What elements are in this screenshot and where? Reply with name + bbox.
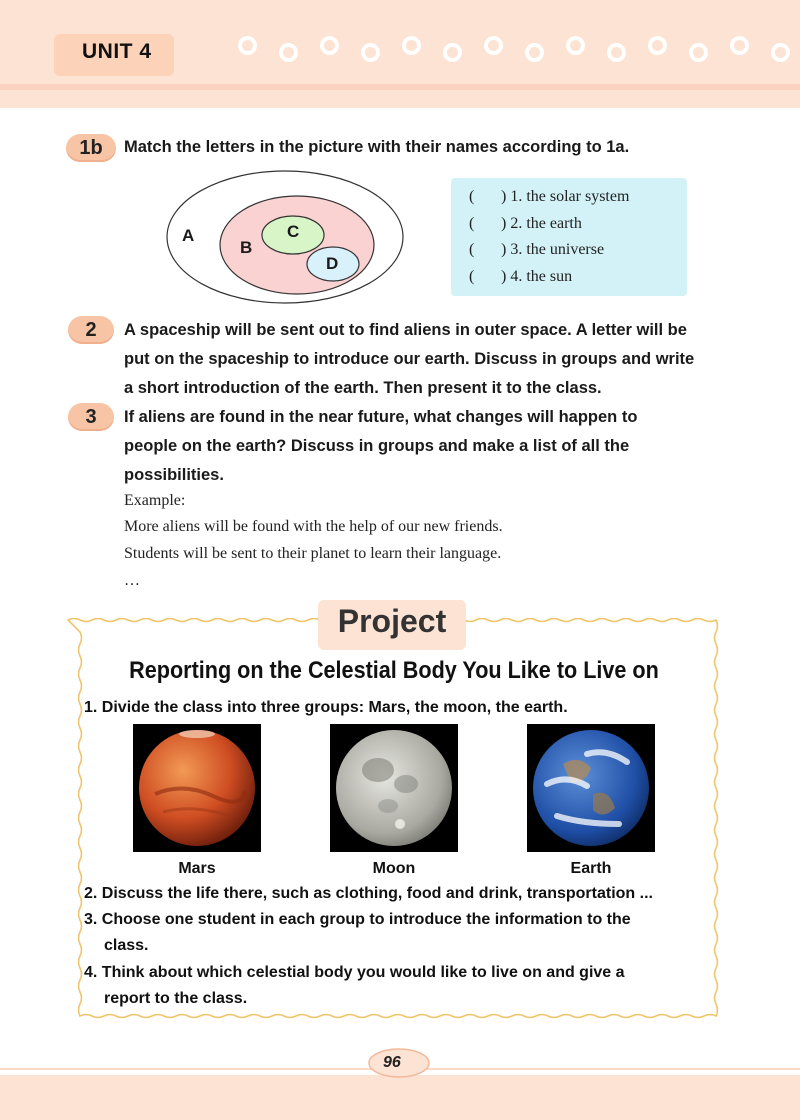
task-number-badge: 2 bbox=[68, 316, 114, 344]
nested-circles-diagram bbox=[160, 165, 410, 310]
ring-ornament bbox=[361, 43, 380, 62]
example-line: Students will be sent to their planet to learn their language. bbox=[124, 545, 502, 562]
task-2-line: A spaceship will be sent out to find aliens in outer space. A letter will be bbox=[124, 321, 687, 339]
option-label: ) 3. the universe bbox=[501, 241, 605, 258]
project-step-2: 2. Discuss the life there, such as clothing, food and drink, transportation ... bbox=[84, 885, 653, 902]
diagram-label-d: D bbox=[326, 254, 339, 273]
ring-ornament bbox=[566, 36, 585, 55]
footer-bar bbox=[0, 1075, 800, 1120]
task-3-line: If aliens are found in the near future, what changes will happen to bbox=[124, 408, 638, 426]
unit-label: UNIT 4 bbox=[82, 40, 152, 63]
project-step-3: 3. Choose one student in each group to introduce the information to the bbox=[84, 911, 631, 928]
task-3-line: possibilities. bbox=[124, 466, 224, 484]
ring-ornament bbox=[771, 43, 790, 62]
diagram-label-c: C bbox=[287, 222, 300, 241]
task-number-badge: 1b bbox=[66, 134, 116, 162]
ring-ornament bbox=[648, 36, 667, 55]
ring-ornament bbox=[443, 43, 462, 62]
example-line: More aliens will be found with the help of our new friends. bbox=[124, 518, 503, 535]
diagram-label-b: B bbox=[240, 238, 253, 257]
ring-ornament bbox=[484, 36, 503, 55]
ring-ornament bbox=[607, 43, 626, 62]
earth-photo bbox=[527, 724, 655, 852]
task-2-line: put on the spaceship to introduce our earth. Discuss in groups and write bbox=[124, 350, 695, 368]
answer-blank[interactable]: ( bbox=[469, 215, 475, 232]
page-number: 96 bbox=[383, 1054, 401, 1071]
answer-options-box bbox=[451, 178, 687, 296]
answer-blank[interactable]: ( bbox=[469, 268, 475, 285]
project-step-4: 4. Think about which celestial body you would like to live on and give a bbox=[84, 964, 625, 981]
moon-photo bbox=[330, 724, 458, 852]
option-label: ) 4. the sun bbox=[501, 268, 573, 285]
project-subtitle: Reporting on the Celestial Body You Like to Live on bbox=[129, 657, 659, 684]
ring-ornament bbox=[402, 36, 421, 55]
mars-photo bbox=[133, 724, 261, 852]
project-step-4-cont: report to the class. bbox=[104, 990, 248, 1007]
answer-blank[interactable]: ( bbox=[469, 241, 475, 258]
project-step-3-cont: class. bbox=[104, 937, 149, 954]
ring-ornament bbox=[279, 43, 298, 62]
ring-ornament bbox=[320, 36, 339, 55]
ring-ornament bbox=[238, 36, 257, 55]
photo-caption: Earth bbox=[570, 860, 612, 877]
ring-ornament bbox=[525, 43, 544, 62]
photo-caption: Moon bbox=[372, 860, 416, 877]
option-label: ) 1. the solar system bbox=[501, 188, 630, 205]
ring-ornament bbox=[689, 43, 708, 62]
option-label: ) 2. the earth bbox=[501, 215, 582, 232]
project-title: Project bbox=[337, 603, 447, 639]
ring-ornament bbox=[730, 36, 749, 55]
answer-blank[interactable]: ( bbox=[469, 188, 475, 205]
header-stripe bbox=[0, 84, 800, 90]
example-label: Example: bbox=[124, 492, 186, 509]
photo-caption: Mars bbox=[178, 860, 216, 877]
task-number-badge: 3 bbox=[68, 403, 114, 431]
task-1b-instruction: Match the letters in the picture with their names according to 1a. bbox=[124, 138, 630, 156]
task-2-line: a short introduction of the earth. Then present it to the class. bbox=[124, 379, 602, 397]
task-3-line: people on the earth? Discuss in groups and make a list of all the bbox=[124, 437, 630, 455]
example-ellipsis: … bbox=[124, 572, 140, 589]
diagram-label-a: A bbox=[182, 226, 195, 245]
project-step-1: 1. Divide the class into three groups: Mars, the moon, the earth. bbox=[84, 699, 568, 716]
